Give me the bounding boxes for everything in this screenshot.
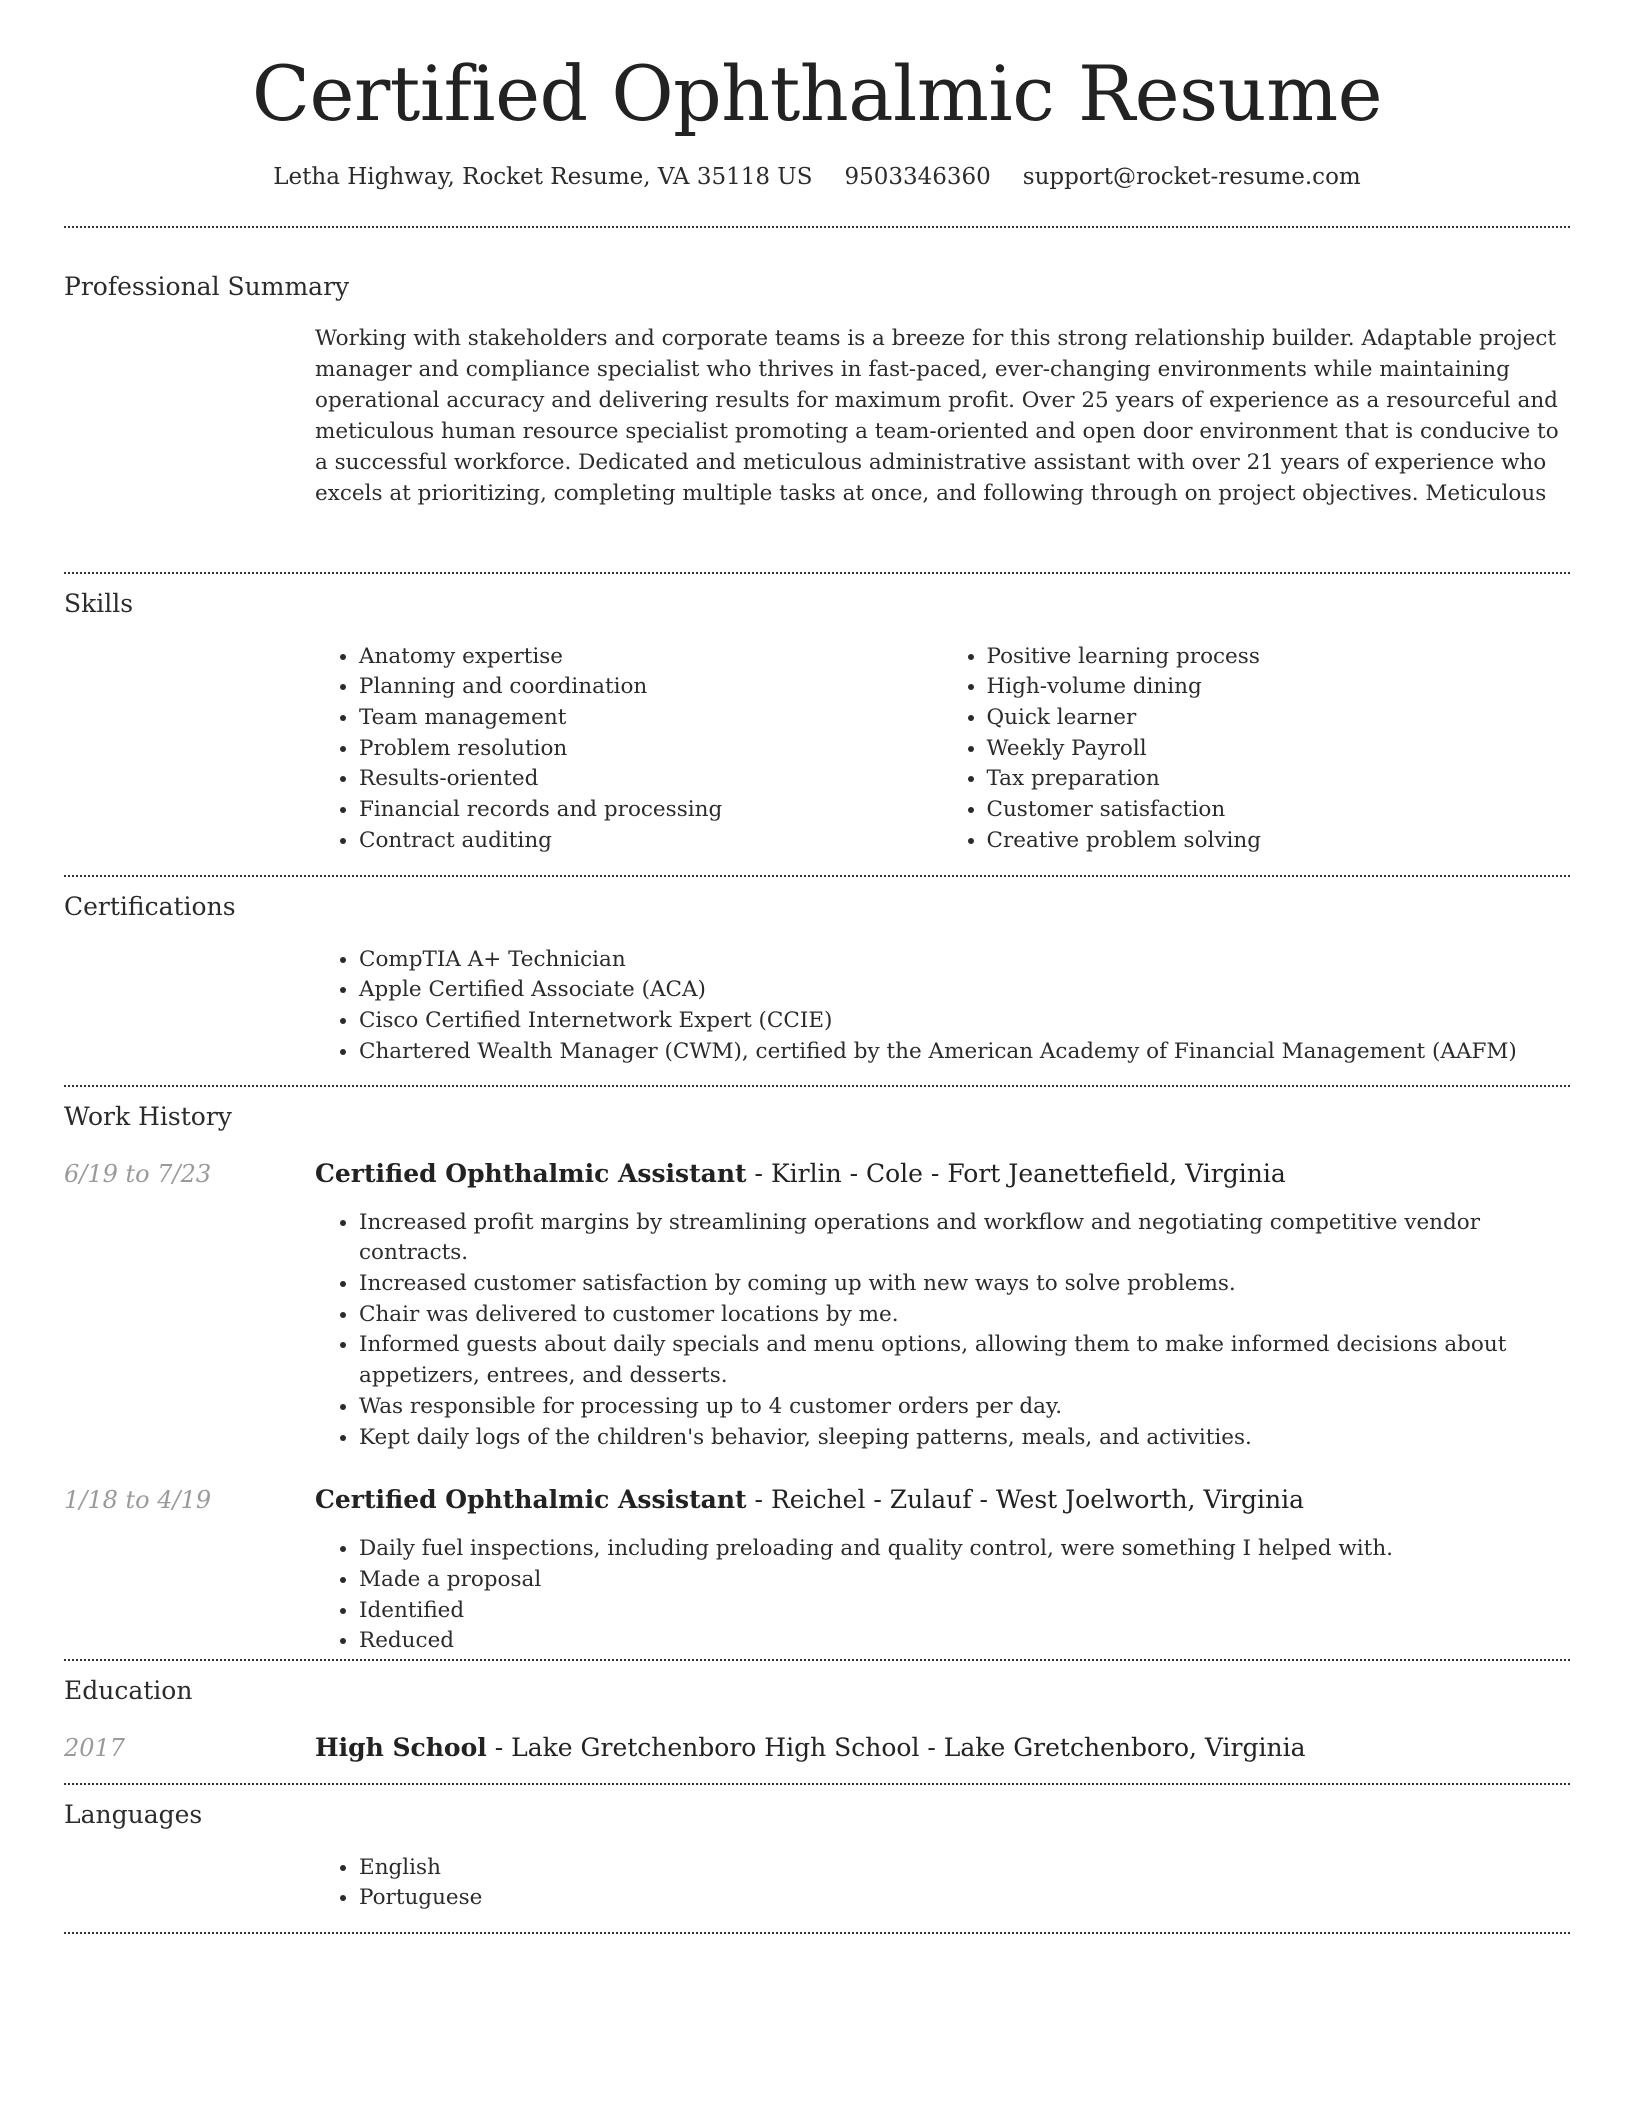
section-heading-education: Education xyxy=(64,1675,193,1705)
skill-item: • Financial records and processing xyxy=(359,795,943,826)
skill-item: • Positive learning process xyxy=(987,642,1571,673)
divider xyxy=(64,1932,1570,1934)
skill-item: • Team management xyxy=(359,703,943,734)
education-title xyxy=(315,1733,1305,1762)
resume-page xyxy=(64,0,1570,1934)
skill-item: • Creative problem solving xyxy=(987,826,1571,857)
resume-header xyxy=(64,0,1570,190)
resume-title: Certified Ophthalmic Resume xyxy=(251,49,1383,138)
job-employer: - Reichel - Zulauf - West Joelworth, Virginia xyxy=(746,1485,1305,1515)
skill-item: • High-volume dining xyxy=(987,672,1571,703)
skills-list-right xyxy=(943,642,1571,857)
skill-item: • Anatomy expertise xyxy=(359,642,943,673)
job-dates: 1/18 to 4/19 xyxy=(64,1486,212,1515)
skill-item: • Quick learner xyxy=(987,703,1571,734)
skills-section xyxy=(64,574,1570,875)
skill-item: • Results-oriented xyxy=(359,764,943,795)
job-bullet: • Chair was delivered to customer locations by me. xyxy=(359,1300,1570,1331)
contact-address: Letha Highway, Rocket Resume, VA 35118 US xyxy=(273,163,813,190)
section-heading-languages: Languages xyxy=(64,1799,203,1829)
job-role: Certified Ophthalmic Assistant xyxy=(315,1158,747,1188)
job-bullets xyxy=(315,1208,1570,1454)
certifications-section xyxy=(64,877,1570,1085)
summary-text: Working with stakeholders and corporate teams is a breeze for this strong relationship builder. Adaptable project manager and compliance specialist who thrives in fast-paced, ever-changing environments while maintaining operational accuracy and delivering results for maximum profit. Over 25 years of experience as a resourceful and meticulous human resource specialist promoting a team-oriented and open door environment that is conducive to a successful workforce. Dedicated and meticulous administrative assistant with over 21 years of experience who excels at prioritizing, completing multiple tasks at once, and following through on project objectives. Meticulous xyxy=(315,325,1559,506)
job-bullet: • Made a proposal xyxy=(359,1565,1570,1596)
job-bullet: • Increased profit margins by streamlining operations and workflow and negotiating competitive vendor contracts. xyxy=(359,1208,1570,1269)
job-bullet: • Was responsible for processing up to 4 customer orders per day. xyxy=(359,1392,1570,1423)
job-title xyxy=(315,1159,1286,1188)
certifications-list xyxy=(315,945,1570,1068)
job-entry-header xyxy=(64,1485,1570,1514)
language-item: • Portuguese xyxy=(359,1883,1570,1914)
work-history-section xyxy=(64,1087,1570,1659)
education-entry xyxy=(64,1733,1570,1762)
job-bullet: • Increased customer satisfaction by coming up with new ways to solve problems. xyxy=(359,1269,1570,1300)
job-title xyxy=(315,1485,1304,1514)
job-role: Certified Ophthalmic Assistant xyxy=(315,1485,747,1515)
education-degree: High School xyxy=(315,1732,487,1762)
job-bullet: • Daily fuel inspections, including preloading and quality control, were something I helped with. xyxy=(359,1534,1570,1565)
education-year: 2017 xyxy=(64,1733,126,1762)
section-heading-work: Work History xyxy=(64,1101,232,1131)
education-section xyxy=(64,1661,1570,1783)
skill-item: • Planning and coordination xyxy=(359,672,943,703)
languages-list xyxy=(315,1853,1570,1914)
job-bullet: • Informed guests about daily specials and menu options, allowing them to make informed decisions about appetizers, entrees, and desserts. xyxy=(359,1330,1570,1391)
job-bullet: • Reduced xyxy=(359,1626,1570,1657)
contact-line xyxy=(64,164,1570,190)
job-employer: - Kirlin - Cole - Fort Jeanettefield, Virginia xyxy=(746,1158,1286,1188)
languages-section xyxy=(64,1785,1570,1932)
section-heading-summary: Professional Summary xyxy=(64,271,350,301)
certification-item: • CompTIA A+ Technician xyxy=(359,945,1570,976)
skill-item: • Problem resolution xyxy=(359,734,943,765)
job-bullet: • Identified xyxy=(359,1596,1570,1627)
section-heading-certifications: Certifications xyxy=(64,891,236,921)
skill-item: • Contract auditing xyxy=(359,826,943,857)
certification-item: • Apple Certified Associate (ACA) xyxy=(359,975,1570,1006)
skill-item: • Customer satisfaction xyxy=(987,795,1571,826)
language-item: • English xyxy=(359,1853,1570,1884)
contact-phone: 9503346360 xyxy=(844,163,991,190)
section-heading-skills: Skills xyxy=(64,588,134,618)
job-bullet: • Kept daily logs of the children's behavior, sleeping patterns, meals, and activities. xyxy=(359,1423,1570,1454)
certification-item: • Chartered Wealth Manager (CWM), certified by the American Academy of Financial Management (AAFM) xyxy=(359,1037,1570,1068)
job-bullets xyxy=(315,1534,1570,1657)
skills-list-left xyxy=(315,642,943,857)
job-dates: 6/19 to 7/23 xyxy=(64,1159,212,1188)
contact-email: support@rocket-resume.com xyxy=(1022,163,1361,190)
certification-item: • Cisco Certified Internetwork Expert (CCIE) xyxy=(359,1006,1570,1037)
education-school: - Lake Gretchenboro High School - Lake Gretchenboro, Virginia xyxy=(486,1732,1306,1762)
skill-item: • Weekly Payroll xyxy=(987,734,1571,765)
skill-item: • Tax preparation xyxy=(987,764,1571,795)
summary-section xyxy=(64,228,1570,572)
job-entry-header xyxy=(64,1159,1570,1188)
